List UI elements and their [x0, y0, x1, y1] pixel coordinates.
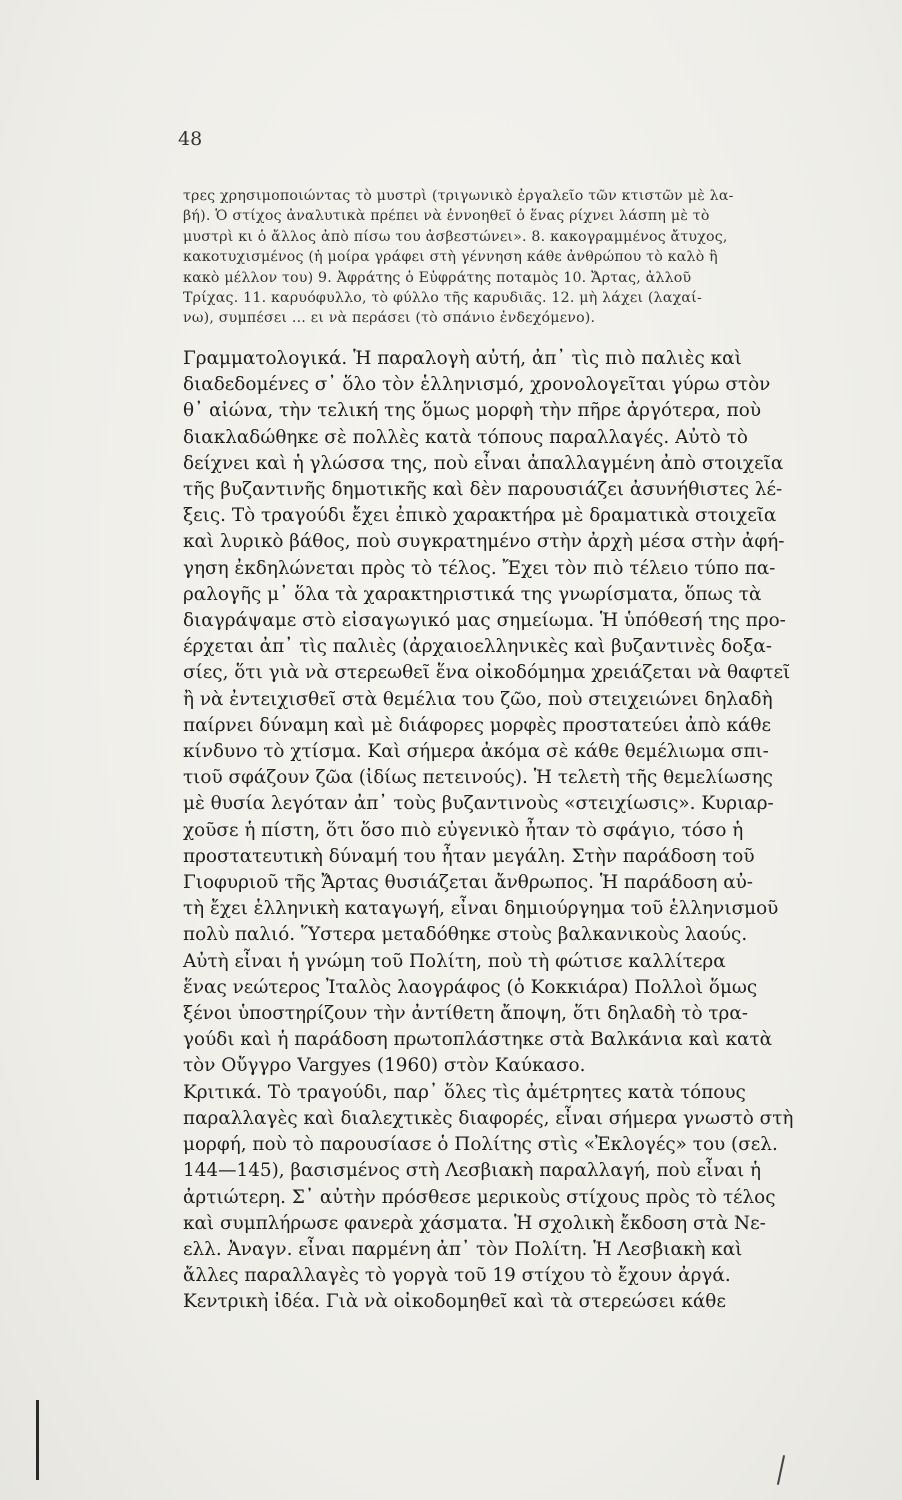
text-line: γούδι καὶ ἡ παράδοση πρωτοπλάστηκε στὰ Βαλκάνια καὶ κατὰ: [183, 1029, 773, 1051]
text-line: ξένοι ὑποστηρίζουν τὴν ἀντίθετη ἄποψη, ὅτι δηλαδὴ τὸ τρα-: [183, 1003, 748, 1025]
note-line: βή). Ὁ στίχος ἀναλυτικὰ πρέπει νὰ ἐννοηθεῖ ὁ ἕνας ρίχνει λάσπη μὲ τὸ: [183, 208, 710, 225]
text-line: παίρνει δύναμη καὶ μὲ διάφορες μορφὲς προστατεύει ἀπὸ κάθε: [183, 714, 771, 736]
text-line: διαγράψαμε στὸ εἰσαγωγικό μας σημείωμα. Ἡ ὑπόθεσή της προ-: [183, 610, 786, 632]
note-line: Τρίχας. 11. καρυόφυλλο, τὸ φύλλο τῆς καρυδιᾶς. 12. μὴ λάχει (λαχαί-: [183, 290, 702, 307]
page-number: 48: [178, 128, 203, 150]
text-line: δείχνει καὶ ἡ γλώσσα της, ποὺ εἶναι ἀπαλλαγμένη ἀπὸ στοιχεῖα: [183, 452, 784, 474]
text-line: ξεις. Τὸ τραγούδι ἔχει ἐπικὸ χαρακτήρα μὲ δραματικὰ στοιχεῖα: [183, 505, 777, 527]
scan-mark: [777, 1455, 785, 1485]
note-line: μυστρὶ κι ὁ ἄλλος ἀπὸ πίσω του ἀσβεστώνει». 8. κακογραμμένος ἄτυχος,: [183, 228, 728, 245]
text-line: τῆς βυζαντινῆς δημοτικῆς καὶ δὲν παρουσιάζει ἀσυνήθιστες λέ-: [183, 479, 783, 501]
text-line: σίες, ὅτι γιὰ νὰ στερεωθεῖ ἕνα οἰκοδόμημα χρειάζεται νὰ θαφτεῖ: [183, 662, 791, 684]
text-line: προστατευτικὴ δύναμή του ἦταν μεγάλη. Στὴν παράδοση τοῦ: [183, 845, 755, 867]
text-line: Γιοφυριοῦ τῆς Ἄρτας θυσιάζεται ἄνθρωπος. Ἡ παράδοση αὐ-: [183, 872, 754, 894]
main-text-block: [183, 346, 823, 1316]
text-line: διαδεδομένες σ᾽ ὅλο τὸν ἑλληνισμό, χρονολογεῖται γύρω στὸν: [183, 374, 771, 396]
text-line: ἢ νὰ ἐντειχισθεῖ στὰ θεμέλια του ζῶο, ποὺ στειχειώνει δηλαδὴ: [183, 688, 773, 710]
text-line: καὶ λυρικὸ βάθος, ποὺ συγκρατημένο στὴν ἀρχὴ μέσα στὴν ἀφή-: [183, 531, 785, 553]
text-line: ελλ. Ἀναγν. εἶναι παρμένη ἀπ᾽ τὸν Πολίτη. Ἡ Λεσβιακὴ καὶ: [183, 1238, 743, 1260]
note-line: κακοτυχισμένος (ἡ μοίρα γράφει στὴ γέννηση κάθε ἀνθρώπου τὸ καλὸ ἢ: [183, 249, 718, 266]
text-line: μορφή, ποὺ τὸ παρουσίασε ὁ Πολίτης στὶς «Ἐκλογές» του (σελ.: [183, 1134, 778, 1156]
text-line: διακλαδώθηκε σὲ πολλὲς κατὰ τόπους παραλλαγές. Αὐτὸ τὸ: [183, 426, 748, 448]
text-line: κίνδυνο τὸ χτίσμα. Καὶ σήμερα ἀκόμα σὲ κάθε θεμέλιωμα σπι-: [183, 741, 769, 763]
text-line: Γραμματολογικά. Ἡ παραλογὴ αὐτή, ἀπ᾽ τὶς πιὸ παλιὲς καὶ: [183, 348, 742, 369]
note-line: κακὸ μέλλον του) 9. Ἀφράτης ὁ Εὐφράτης ποταμὸς 10. Ἄρτας, ἀλλοῦ: [183, 269, 692, 286]
footnotes-block: [183, 186, 823, 329]
note-line: νω), συμπέσει ... ει νὰ περάσει (τὸ σπάνιο ἐνδεχόμενο).: [183, 310, 596, 327]
text-line: πολὺ παλιό. Ὕστερα μεταδόθηκε στοὺς βαλκανικοὺς λαούς.: [183, 924, 748, 946]
text-line: 144—145), βασισμένος στὴ Λεσβιακὴ παραλλαγή, ποὺ εἶναι ἡ: [183, 1160, 762, 1182]
text-line: Κεντρικὴ ἰδέα. Γιὰ νὰ οἰκοδομηθεῖ καὶ τὰ στερεώσει κάθε: [183, 1291, 726, 1313]
text-line: Κριτικά. Τὸ τραγούδι, παρ᾽ ὅλες τὶς ἀμέτρητες κατὰ τόπους: [183, 1081, 746, 1103]
text-line: τιοῦ σφάζουν ζῶα (ἰδίως πετεινούς). Ἡ τελετὴ τῆς θεμελίωσης: [183, 767, 773, 789]
text-line: τὸν Οὔγγρο Vargyes (1960) στὸν Καύκασο.: [183, 1055, 586, 1077]
text-line: καὶ συμπλήρωσε φανερὰ χάσματα. Ἡ σχολικὴ ἔκδοση στὰ Νε-: [183, 1212, 766, 1234]
text-line: θ᾽ αἰώνα, τὴν τελική της ὅμως μορφὴ τὴν πῆρε ἀργότερα, ποὺ: [183, 400, 762, 422]
text-line: μὲ θυσία λεγόταν ἀπ᾽ τοὺς βυζαντινοὺς «στειχίωσις». Κυριαρ-: [183, 793, 774, 815]
text-line: παραλλαγὲς καὶ διαλεχτικὲς διαφορές, εἶναι σήμερα γνωστὸ στὴ: [183, 1107, 794, 1129]
text-line: τὴ ἔχει ἑλληνικὴ καταγωγή, εἶναι δημιούργημα τοῦ ἑλληνισμοῦ: [183, 898, 779, 920]
text-line: έρχεται ἀπ᾽ τὶς παλιὲς (ἀρχαιοελληνικὲς καὶ βυζαντινὲς δοξα-: [183, 636, 772, 658]
text-line: γηση ἐκδηλώνεται πρὸς τὸ τέλος. Ἔχει τὸν πιὸ τέλειο τύπο πα-: [183, 557, 776, 579]
text-line: χοῦσε ἡ πίστη, ὅτι ὅσο πιὸ εὐγενικὸ ἦταν τὸ σφάγιο, τόσο ἡ: [183, 819, 744, 841]
scan-gutter-line: [36, 1400, 39, 1480]
text-line: ἀρτιώτερη. Σ᾽ αὐτὴν πρόσθεσε μερικοὺς στίχους πρὸς τὸ τέλος: [183, 1186, 776, 1208]
text-line: Αὐτὴ εἶναι ἡ γνώμη τοῦ Πολίτη, ποὺ τὴ φώτισε καλλίτερα: [183, 950, 726, 972]
note-line: τρες χρησιμοποιώντας τὸ μυστρὶ (τριγωνικὸ ἐργαλεῖο τῶν κτιστῶν μὲ λα-: [183, 188, 734, 204]
text-line: ἄλλες παραλλαγὲς τὸ γοργὰ τοῦ 19 στίχου τὸ ἔχουν ἀργά.: [183, 1265, 731, 1287]
text-line: ραλογῆς μ᾽ ὅλα τὰ χαρακτηριστικά της γνωρίσματα, ὅπως τὰ: [183, 583, 762, 605]
text-line: ἕνας νεώτερος Ἰταλὸς λαογράφος (ὁ Κοκκιάρα) Πολλοὶ ὅμως: [183, 976, 758, 998]
